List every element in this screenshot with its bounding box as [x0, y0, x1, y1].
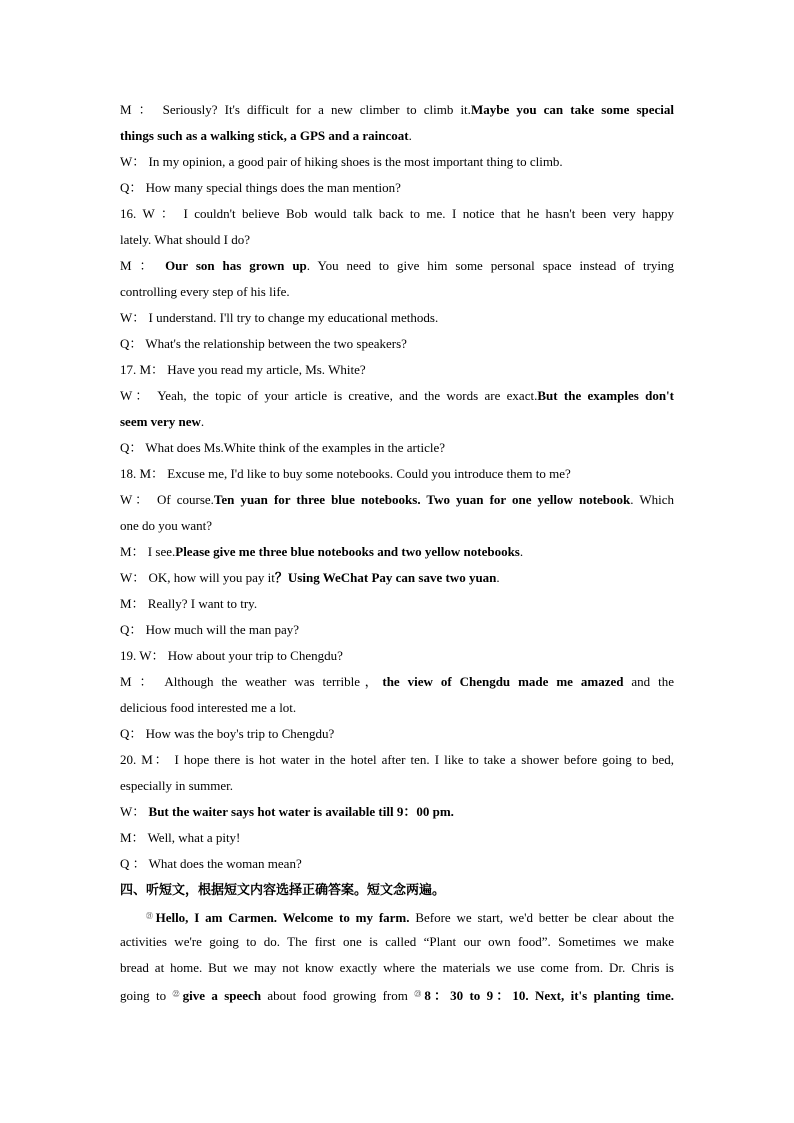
line-text: 20. M： I hope there is hot water in the hotel after ten. I like to take a shower before going to bed,	[120, 752, 674, 767]
text-line	[120, 461, 674, 487]
line-text: M ：	[120, 258, 166, 273]
text-line	[120, 435, 674, 461]
text-line	[120, 929, 674, 955]
bold-answer-text: seem very new	[120, 414, 201, 429]
line-text: Q： How much will the man pay?	[120, 622, 300, 637]
text-line	[120, 383, 674, 409]
text-line	[120, 981, 674, 1007]
bold-answer-text: Our son has grown up	[165, 258, 307, 273]
text-line	[120, 799, 674, 825]
bold-answer-text: Ten yuan for three blue notebooks. Two yuan for one yellow notebook	[213, 492, 631, 507]
section-heading: 四、听短文，根据短文内容选择正确答案。短文念两遍。	[120, 883, 446, 898]
line-text: controlling every step of his life.	[120, 284, 290, 299]
text-line	[120, 279, 674, 305]
text-line	[120, 617, 674, 643]
line-text: Q： What's the relationship between the two speakers?	[120, 336, 407, 351]
text-line	[120, 669, 674, 695]
text-line	[120, 409, 674, 435]
line-text: 17. M： Have you read my article, Ms. White?	[120, 362, 366, 377]
line-text: M： Really? I want to try.	[120, 596, 258, 611]
text-line	[120, 643, 674, 669]
text-line	[120, 123, 674, 149]
line-text: delicious food interested me a lot.	[120, 700, 297, 715]
circled-number-marker: ㉒	[172, 990, 183, 998]
bold-answer-text: But the waiter says hot water is available till 9：00 pm.	[148, 804, 454, 819]
bold-answer-text: ？Using WeChat Pay can save two yuan	[274, 570, 497, 585]
circled-number-marker: ㉑	[146, 912, 156, 920]
text-line	[120, 97, 674, 123]
line-text: lately. What should I do?	[120, 232, 250, 247]
text-line	[120, 565, 674, 591]
text-line	[120, 175, 674, 201]
line-text: going to	[120, 988, 173, 1003]
line-text: .	[200, 414, 205, 429]
line-text: M： I see.	[120, 544, 176, 559]
line-text: 19. W： How about your trip to Chengdu?	[120, 648, 343, 663]
line-text: . You need to give him some personal space instead of trying	[306, 258, 674, 273]
text-line	[120, 877, 674, 903]
line-text: M： Well, what a pity!	[120, 830, 241, 845]
line-text: M ： Although the weather was terrible，	[120, 674, 383, 689]
line-text: Q： What does Ms.White think of the examples in the article?	[120, 440, 446, 455]
text-line	[120, 513, 674, 539]
line-text: M ： Seriously? It's difficult for a new climber to climb it.	[120, 102, 471, 117]
line-text: especially in summer.	[120, 778, 234, 793]
line-text: Q ： What does the woman mean?	[120, 856, 302, 871]
line-text: 18. M： Excuse me, I'd like to buy some notebooks. Could you introduce them to me?	[120, 466, 571, 481]
line-text: .	[408, 128, 412, 143]
transcript-page	[120, 97, 674, 1007]
text-line	[120, 201, 674, 227]
line-text: W： OK, how will you pay it	[120, 570, 275, 585]
circled-number-marker: ㉓	[414, 990, 425, 998]
text-line	[120, 591, 674, 617]
line-text: Q： How many special things does the man mention?	[120, 180, 401, 195]
text-line	[120, 149, 674, 175]
bold-answer-text: things such as a walking stick, a GPS and a raincoat	[120, 128, 409, 143]
text-line	[120, 539, 674, 565]
bold-answer-text: 8：30 to 9：10. Next, it's planting time.	[424, 988, 674, 1003]
text-line	[120, 747, 674, 773]
bold-answer-text: give a speech	[182, 988, 262, 1003]
text-line	[120, 955, 674, 981]
line-text: Q： How was the boy's trip to Chengdu?	[120, 726, 335, 741]
line-text: W： Yeah, the topic of your article is creative, and the words are exact.	[120, 388, 538, 403]
bold-answer-text: Hello, I am Carmen. Welcome to my farm.	[155, 910, 410, 925]
text-line	[120, 825, 674, 851]
bold-answer-text: Maybe you can take some special	[470, 102, 674, 117]
line-text: 16. W ： I couldn't believe Bob would talk back to me. I notice that he hasn't been very happy	[120, 206, 674, 221]
line-text: W： In my opinion, a good pair of hiking shoes is the most important thing to climb.	[120, 154, 563, 169]
line-text: .	[519, 544, 524, 559]
text-line	[120, 357, 674, 383]
text-line	[120, 903, 674, 929]
text-line	[120, 721, 674, 747]
bold-answer-text: the view of Chengdu made me amazed	[382, 674, 624, 689]
text-line	[120, 851, 674, 877]
text-line	[120, 331, 674, 357]
line-text: W： Of course.	[120, 492, 214, 507]
line-text: W：	[120, 804, 149, 819]
text-line	[120, 773, 674, 799]
bold-answer-text: But the examples don't	[537, 388, 674, 403]
line-text: one do you want?	[120, 518, 213, 533]
text-line	[120, 487, 674, 513]
line-text: bread at home. But we may not know exactly where the materials we use come from. Dr. Chris is	[120, 960, 674, 975]
text-line	[120, 253, 674, 279]
line-text: .	[496, 570, 500, 585]
line-text: W： I understand. I'll try to change my educational methods.	[120, 310, 439, 325]
text-line	[120, 695, 674, 721]
line-text: activities we're going to do. The first one is called “Plant our own food”. Sometimes we make	[120, 934, 674, 949]
text-line	[120, 305, 674, 331]
line-text: about food growing from	[261, 988, 415, 1003]
line-text: Before we start, we'd better be clear about the	[409, 910, 674, 925]
line-text: . Which	[630, 492, 674, 507]
bold-answer-text: Please give me three blue notebooks and two yellow notebooks	[175, 544, 520, 559]
text-line	[120, 227, 674, 253]
line-text: and the	[623, 674, 674, 689]
